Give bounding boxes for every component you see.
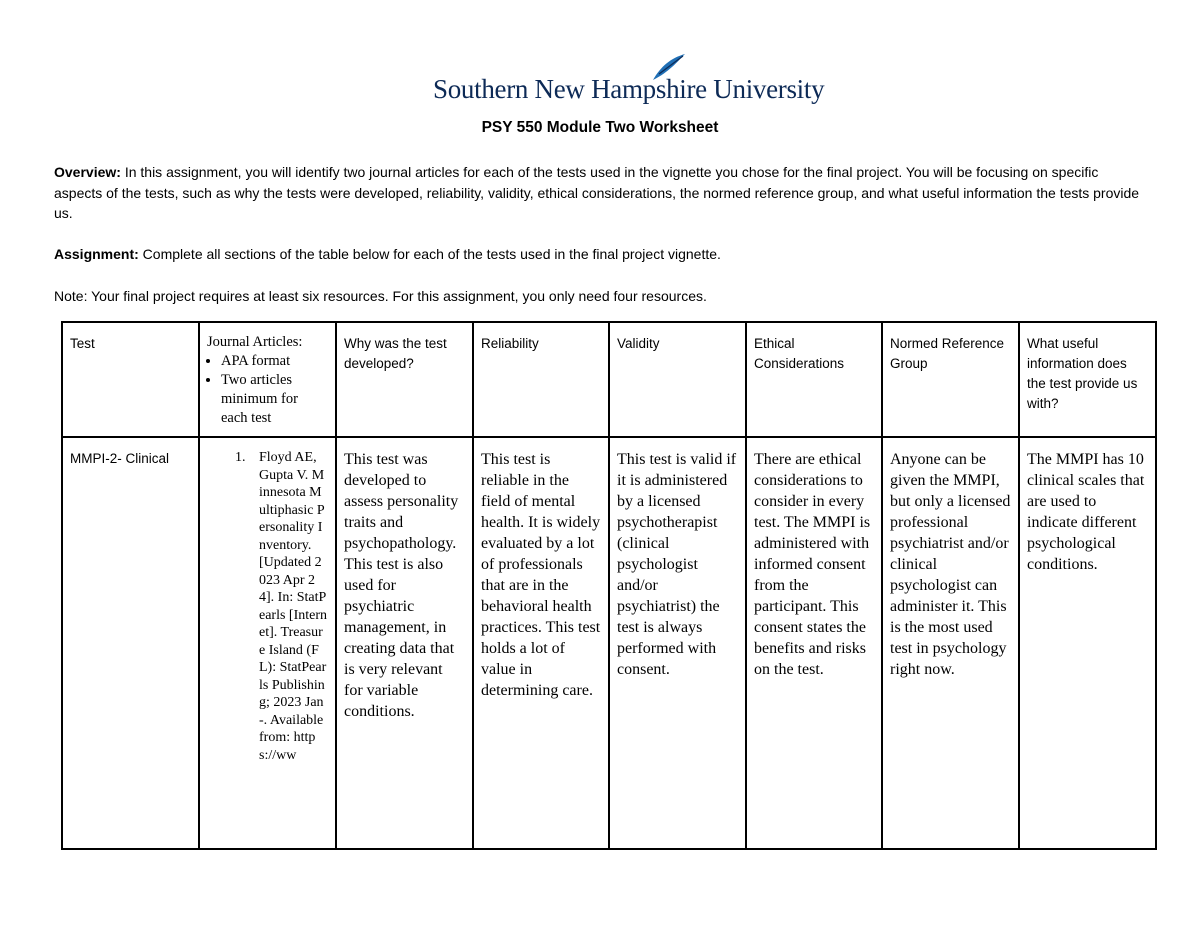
overview-paragraph — [54, 162, 1144, 224]
cell-useful-info: The MMPI has 10 clinical scales that are used to indicate different psychological conditions. — [1019, 437, 1156, 849]
assignment-label: Assignment: — [54, 246, 139, 262]
cell-reliability: This test is reliable in the field of mental health. It is widely evaluated by a lot of professionals that are in the behavioral health practices. This test holds a lot of value in determining care. — [473, 437, 609, 849]
header-journal-articles — [199, 322, 336, 437]
reference-number: 1. — [235, 450, 246, 465]
table-header-row — [62, 322, 1156, 437]
worksheet-table — [61, 321, 1157, 850]
header-journal-label: Journal Articles: — [207, 334, 303, 350]
cell-why-developed: This test was developed to assess personality traits and psychopathology. This test is also used for psychiatric management, in creating data that is very relevant for variable conditions. — [336, 437, 473, 849]
cell-test-name: MMPI-2- Clinical — [62, 437, 199, 849]
header-ethical: Ethical Considerations — [746, 322, 882, 437]
university-name: Southern New Hampshire University — [433, 74, 825, 104]
journal-requirement-item: • APA format — [221, 352, 328, 371]
cell-ethical: There are ethical considerations to consider in every test. The MMPI is administered with informed consent from the participant. This consent states the benefits and risks on the test. — [746, 437, 882, 849]
header-why-developed: Why was the test developed? — [336, 322, 473, 437]
assignment-paragraph — [54, 244, 1144, 265]
university-logo — [433, 52, 825, 104]
header-validity: Validity — [609, 322, 746, 437]
overview-label: Overview: — [54, 164, 121, 180]
header-reliability: Reliability — [473, 322, 609, 437]
header-normed-group: Normed Reference Group — [882, 322, 1019, 437]
cell-validity: This test is valid if it is administered by a licensed psychotherapist (clinical psychologist and/or psychiatrist) the test is always performed with consent. — [609, 437, 746, 849]
table-row — [62, 437, 1156, 849]
journal-reference — [207, 449, 328, 764]
header-useful-info: What useful information does the test provide us with? — [1019, 322, 1156, 437]
journal-requirement-item: • Two articles minimum for each test — [221, 371, 328, 428]
header-test: Test — [62, 322, 199, 437]
cell-normed-group: Anyone can be given the MMPI, but only a licensed professional psychiatrist and/or clinical psychologist can administer it. This is the most used test in psychology right now. — [882, 437, 1019, 849]
overview-text: In this assignment, you will identify two journal articles for each of the tests used in the vignette you chose for the final project. You will be focusing on specific aspects of the tests, such as why the tests were developed, reliability, validity, ethical considerations, the normed reference group, and what useful information the tests provide us. — [54, 164, 1140, 221]
note-paragraph: Note: Your final project requires at least six resources. For this assignment, you only need four resources. — [54, 288, 707, 304]
cell-journal-articles — [199, 437, 336, 849]
journal-requirements-list — [207, 352, 328, 428]
reference-text: Floyd AE, Gupta V. Minnesota Multiphasic Personality Inventory. [Updated 2023 Apr 24]. In: StatPearls [Internet]. Treasure Island (FL): StatPearls Publishing; 2023 Jan-. Available from: https://ww — [259, 450, 328, 763]
worksheet-title: PSY 550 Module Two Worksheet — [481, 119, 719, 136]
assignment-text: Complete all sections of the table below for each of the tests used in the final project vignette. — [138, 246, 721, 262]
